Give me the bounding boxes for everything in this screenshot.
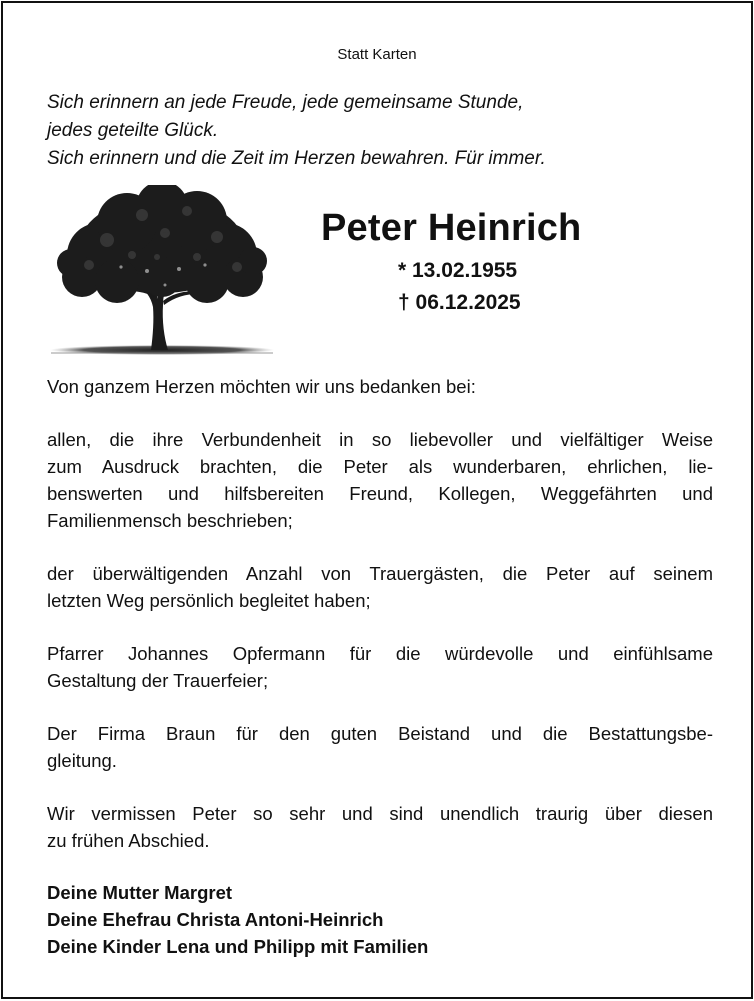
closing-paragraph (47, 800, 713, 854)
text-line: Familienmensch beschrieben; (47, 510, 293, 531)
signature-line: Deine Kinder Lena und Philipp mit Familien (47, 936, 429, 957)
tree-icon (47, 185, 277, 357)
text-line: zum Ausdruck brachten, die Peter als wunderbaren, ehrlichen, lie- (47, 456, 713, 477)
thanks-paragraph (47, 560, 713, 614)
text-line: letzten Weg persönlich begleitet haben; (47, 590, 371, 611)
text-line: Von ganzem Herzen möchten wir uns bedanken bei: (47, 376, 476, 397)
memorial-quote (47, 89, 707, 173)
text-line: der überwältigenden Anzahl von Trauergästen, die Peter auf seinem (47, 563, 713, 584)
header-text: Statt Karten (337, 46, 417, 63)
quote-line: Sich erinnern und die Zeit im Herzen bewahren. Für immer. (47, 148, 546, 169)
text-line: allen, die ihre Verbundenheit in so liebevoller und vielfältiger Weise (47, 429, 713, 450)
quote-line: jedes geteilte Glück. (47, 120, 219, 141)
signature-line: Deine Ehefrau Christa Antoni-Heinrich (47, 909, 384, 930)
text-line: benswerten und hilfsbereiten Freund, Kollegen, Weggefährten und (47, 483, 713, 504)
death-date: † 06.12.2025 (398, 291, 521, 314)
deceased-name: Peter Heinrich (321, 207, 582, 249)
text-line: Der Firma Braun für den guten Beistand und die Bestattungsbe- (47, 723, 713, 744)
thanks-intro (47, 373, 713, 400)
deceased-info (321, 201, 621, 319)
thanks-paragraph (47, 640, 713, 694)
text-line: Gestaltung der Trauerfeier; (47, 670, 269, 691)
signature-line: Deine Mutter Margret (47, 882, 233, 903)
quote-line: Sich erinnern an jede Freude, jede gemeinsame Stunde, (47, 92, 524, 113)
text-line: Wir vermissen Peter so sehr und sind unendlich traurig über diesen (47, 803, 713, 824)
signatures (47, 879, 713, 960)
text-line: Pfarrer Johannes Opfermann für die würdevolle und einfühlsame (47, 643, 713, 664)
thanks-paragraph (47, 720, 713, 774)
text-line: gleitung. (47, 750, 117, 771)
obituary-card (1, 1, 753, 999)
thanks-text (47, 373, 713, 880)
text-line: zu frühen Abschied. (47, 830, 210, 851)
birth-date: * 13.02.1955 (398, 259, 518, 282)
thanks-paragraph (47, 426, 713, 534)
